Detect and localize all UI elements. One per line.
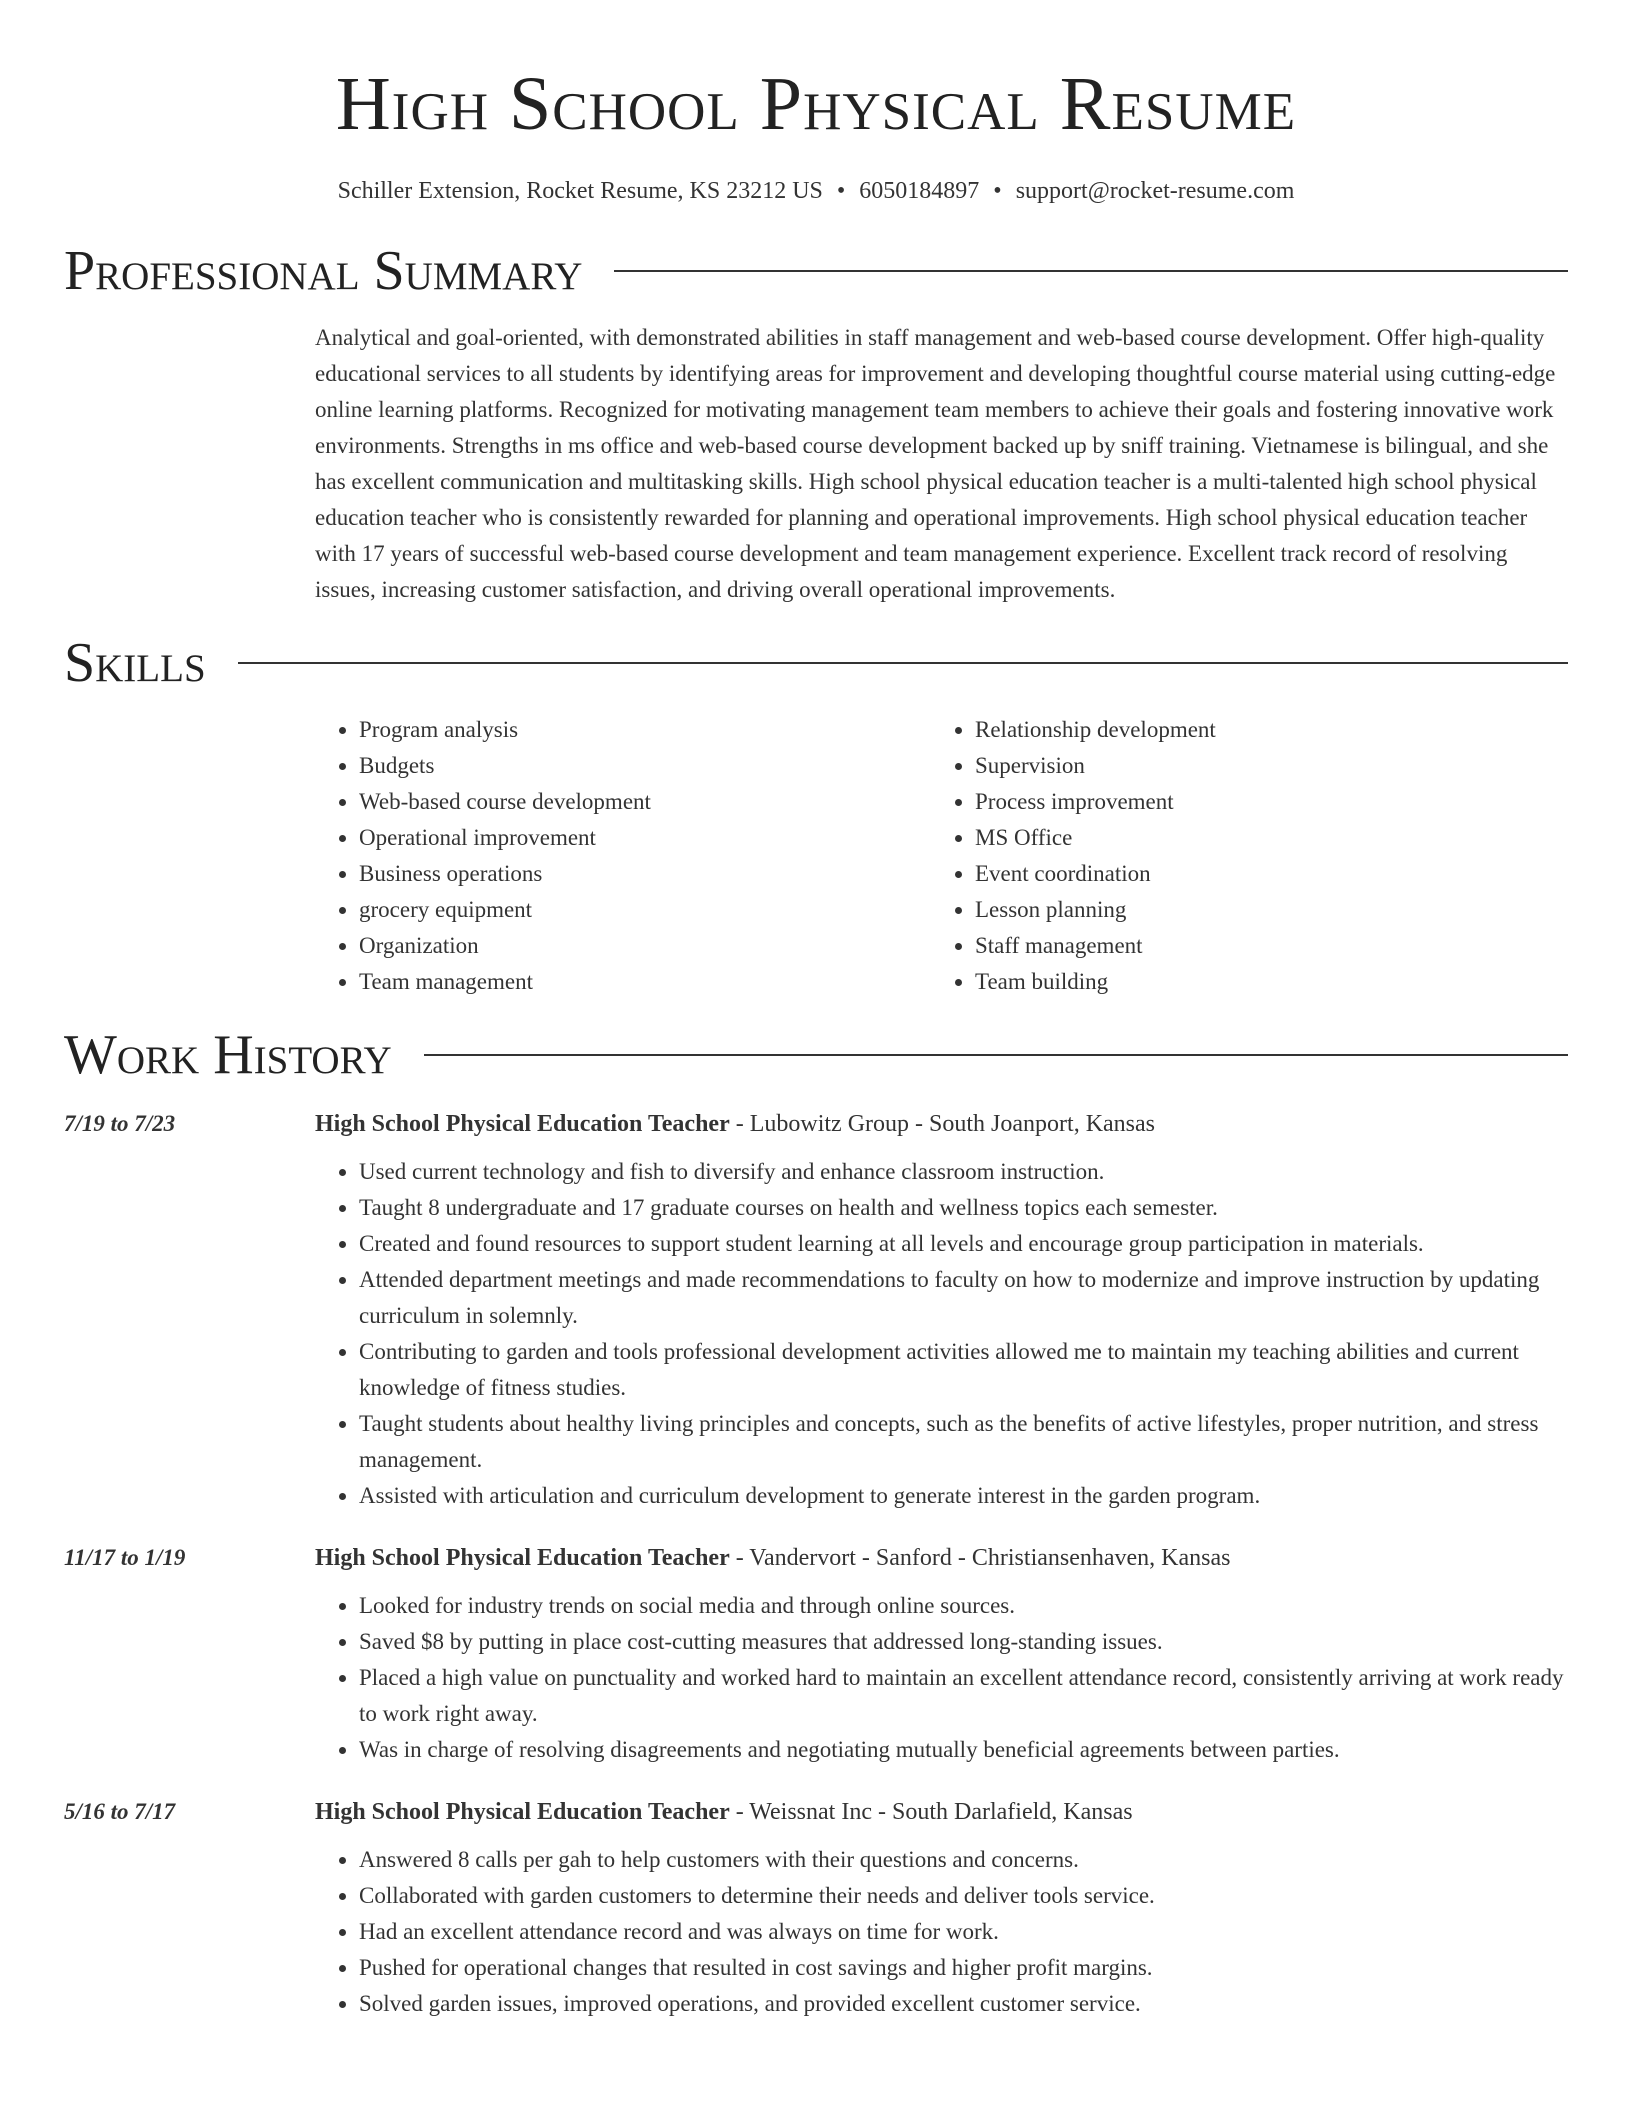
resume-name: High School Physical Resume	[335, 62, 1297, 146]
job-bullet: • Was in charge of resolving disagreements and negotiating mutually beneficial agreements between parties.	[359, 1732, 1568, 1768]
section-divider	[238, 662, 1568, 664]
job-bullets	[315, 1588, 1568, 1768]
job-bullet: • Placed a high value on punctuality and worked hard to maintain an excellent attendance record, consistently arriving at work ready to work right away.	[359, 1660, 1568, 1732]
resume-page	[64, 0, 1568, 2022]
skill-item: • MS Office	[975, 820, 1547, 856]
contact-email: support@rocket-resume.com	[1015, 178, 1295, 204]
skill-item: • Program analysis	[359, 712, 931, 748]
skill-item: • Event coordination	[975, 856, 1547, 892]
skills-column-right	[931, 712, 1547, 1000]
skill-item: • Business operations	[359, 856, 931, 892]
job-bullet: • Taught students about healthy living principles and concepts, such as the benefits of active lifestyles, proper nutrition, and stress management.	[359, 1406, 1568, 1478]
contact-line	[64, 174, 1568, 208]
skill-item: • grocery equipment	[359, 892, 931, 928]
job-bullet: • Collaborated with garden customers to determine their needs and deliver tools service.	[359, 1878, 1568, 1914]
summary-section-header	[64, 238, 1568, 304]
job-employer-location: - Lubowitz Group - South Joanport, Kansas	[729, 1111, 1156, 1137]
skill-item: • Team management	[359, 964, 931, 1000]
job-dates: 11/17 to 1/19	[64, 1545, 186, 1570]
skills-list	[315, 712, 1568, 1000]
job-title: High School Physical Education Teacher	[315, 1799, 730, 1825]
skill-item: • Organization	[359, 928, 931, 964]
contact-separator: •	[993, 178, 1002, 204]
skill-item: • Supervision	[975, 748, 1547, 784]
summary-heading: Professional Summary	[64, 240, 583, 302]
skill-item: • Operational improvement	[359, 820, 931, 856]
job-bullet: • Had an excellent attendance record and was always on time for work.	[359, 1914, 1568, 1950]
job-title: High School Physical Education Teacher	[315, 1111, 730, 1137]
job-body	[315, 1794, 1568, 2022]
contact-address: Schiller Extension, Rocket Resume, KS 23212 US	[337, 178, 823, 204]
skill-item: • Budgets	[359, 748, 931, 784]
job-heading	[315, 1794, 1568, 1830]
job-entry	[64, 1540, 1568, 1768]
job-body	[315, 1540, 1568, 1768]
contact-separator: •	[836, 178, 846, 204]
job-employer-location: - Weissnat Inc - South Darlafield, Kansas	[729, 1799, 1133, 1825]
job-bullet: • Assisted with articulation and curriculum development to generate interest in the garden program.	[359, 1478, 1568, 1514]
job-employer-location: - Vandervort - Sanford - Christiansenhaven, Kansas	[729, 1545, 1231, 1571]
section-divider	[614, 270, 1568, 272]
job-entry	[64, 1106, 1568, 1514]
job-bullet: • Saved $8 by putting in place cost-cutting measures that addressed long-standing issues.	[359, 1624, 1568, 1660]
skills-heading: Skills	[64, 632, 206, 694]
job-dates: 7/19 to 7/23	[64, 1111, 176, 1136]
contact-phone: 6050184897	[859, 178, 980, 204]
job-bullet: • Taught 8 undergraduate and 17 graduate courses on health and wellness topics each semester.	[359, 1190, 1568, 1226]
skill-item: • Process improvement	[975, 784, 1547, 820]
job-dates: 5/16 to 7/17	[64, 1799, 176, 1824]
job-bullet: • Answered 8 calls per gah to help customers with their questions and concerns.	[359, 1842, 1568, 1878]
job-bullet: • Contributing to garden and tools professional development activities allowed me to maintain my teaching abilities and current knowledge of fitness studies.	[359, 1334, 1568, 1406]
skill-item: • Staff management	[975, 928, 1547, 964]
job-body	[315, 1106, 1568, 1514]
work-section-header	[64, 1022, 1568, 1088]
skill-item: • Team building	[975, 964, 1547, 1000]
job-bullet: • Used current technology and fish to diversify and enhance classroom instruction.	[359, 1154, 1568, 1190]
job-bullets	[315, 1154, 1568, 1514]
skill-item: • Relationship development	[975, 712, 1547, 748]
skill-item: • Lesson planning	[975, 892, 1547, 928]
job-bullet: • Attended department meetings and made recommendations to faculty on how to modernize and improve instruction by updating curriculum in solemnly.	[359, 1262, 1568, 1334]
section-divider	[424, 1054, 1568, 1056]
skills-section-header	[64, 630, 1568, 696]
job-bullet: • Pushed for operational changes that resulted in cost savings and higher profit margins.	[359, 1950, 1568, 1986]
job-entry	[64, 1794, 1568, 2022]
job-bullet: • Looked for industry trends on social media and through online sources.	[359, 1588, 1568, 1624]
job-bullet: • Created and found resources to support student learning at all levels and encourage group participation in materials.	[359, 1226, 1568, 1262]
job-title: High School Physical Education Teacher	[315, 1545, 730, 1571]
skills-column-left	[315, 712, 931, 1000]
work-history-list	[64, 1106, 1568, 2022]
skill-item: • Web-based course development	[359, 784, 931, 820]
job-heading	[315, 1540, 1568, 1576]
summary-text: Analytical and goal-oriented, with demonstrated abilities in staff management and web-based course development. Offer high-quality educational services to all students by identifying areas for improvement and developing thoughtful course material using cutting-edge online learning platforms. Recognized for motivating management team members to achieve their goals and fostering innovative work environments. Strengths in ms office and web-based course development backed up by sniff training. Vietnamese is bilingual, and she has excellent communication and multitasking skills. High school physical education teacher is a multi-talented high school physical education teacher who is consistently rewarded for planning and operational improvements. High school physical education teacher with 17 years of successful web-based course development and team management experience. Excellent track record of resolving issues, increasing customer satisfaction, and driving overall operational improvements.	[315, 325, 1556, 602]
job-bullets	[315, 1842, 1568, 2022]
job-bullet: • Solved garden issues, improved operations, and provided excellent customer service.	[359, 1986, 1568, 2022]
job-heading	[315, 1106, 1568, 1142]
work-heading: Work History	[64, 1024, 392, 1086]
